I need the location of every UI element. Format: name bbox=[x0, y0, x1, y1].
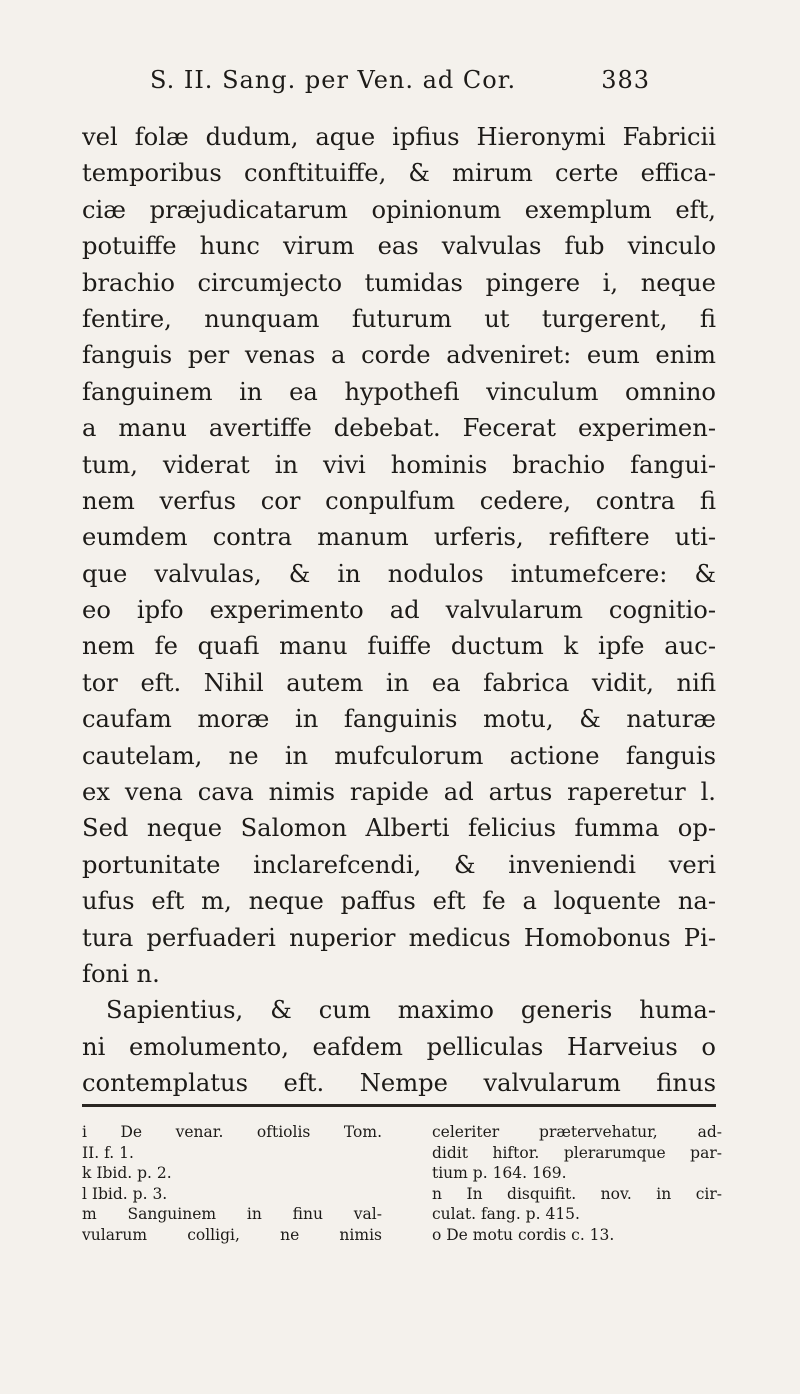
footnote-rule bbox=[82, 1104, 716, 1107]
text-line: fentire, nunquam futurum ut turgerent, fi bbox=[82, 304, 716, 333]
footnote-line: k Ibid. p. 2. bbox=[82, 1164, 172, 1182]
text-line: caufam moræ in fanguinis motu, & naturæ bbox=[82, 705, 716, 734]
text-line: Sapientius, & cum maximo generis huma- bbox=[106, 996, 716, 1025]
page-header bbox=[150, 66, 650, 106]
text-line: nem fe quafi manu fuiffe ductum k ipfe auc- bbox=[82, 632, 716, 661]
text-line: foni n. bbox=[82, 959, 160, 988]
footnote-line: o De motu cordis c. 13. bbox=[432, 1225, 615, 1244]
footnote-line: l Ibid. p. 3. bbox=[82, 1184, 168, 1203]
text-line: ex vena cava nimis rapide ad artus raperetur l. bbox=[82, 778, 716, 807]
text-line: ufus eft m, neque paffus eft fe a loquente na- bbox=[82, 887, 716, 916]
text-line: tor eft. Nihil autem in ea fabrica vidit, nifi bbox=[82, 668, 716, 697]
text-line: portunitate inclarefcendi, & inveniendi veri bbox=[82, 850, 716, 879]
footnote-line: n In disquifit. nov. in cir- bbox=[432, 1184, 722, 1203]
text-line: Sed neque Salomon Alberti felicius fumma op- bbox=[82, 814, 716, 843]
running-head: S. II. Sang. per Ven. ad Cor. bbox=[150, 66, 517, 94]
text-line: temporibus conftituiffe, & mirum certe effica- bbox=[82, 159, 716, 188]
footnote-line: tium p. 164. 169. bbox=[432, 1164, 567, 1182]
text-line: tura perfuaderi nuperior medicus Homobonus Pi- bbox=[82, 923, 716, 952]
text-line: nem verfus cor conpulfum cedere, contra fi bbox=[82, 486, 716, 515]
footnote-line: didit hiftor. plerarumque par- bbox=[432, 1143, 722, 1162]
text-line: tum, viderat in vivi hominis brachio fangui- bbox=[82, 450, 716, 479]
text-line: cautelam, ne in mufculorum actione fanguis bbox=[82, 741, 716, 770]
footnotes-right bbox=[432, 1122, 722, 1245]
text-line: contemplatus eft. Nempe valvularum finus bbox=[82, 1069, 716, 1098]
footnote-line: celeriter prætervehatur, ad- bbox=[432, 1123, 722, 1141]
text-line: eumdem contra manum urferis, refiftere uti- bbox=[82, 523, 716, 552]
text-line: a manu avertiffe debebat. Fecerat experimen- bbox=[82, 414, 716, 443]
footnote-line: II. f. 1. bbox=[82, 1143, 134, 1162]
footnote-line: culat. fang. p. 415. bbox=[432, 1205, 580, 1223]
text-line: fanguinem in ea hypothefi vinculum omnino bbox=[82, 377, 716, 406]
text-line: brachio circumjecto tumidas pingere i, neque bbox=[82, 268, 716, 297]
text-line: vel folæ dudum, aque ipfius Hieronymi Fabricii bbox=[82, 123, 716, 151]
text-line: ni emolumento, eafdem pelliculas Harveius o bbox=[82, 1032, 716, 1061]
text-line: que valvulas, & in nodulos intumefcere: & bbox=[82, 559, 716, 588]
footnotes-left bbox=[82, 1122, 382, 1245]
footnote-line: vularum colligi, ne nimis bbox=[82, 1225, 382, 1244]
footnote-line: i De venar. oftiolis Tom. bbox=[82, 1123, 382, 1141]
text-line: potuiffe hunc virum eas valvulas fub vinculo bbox=[82, 232, 716, 261]
page-number: 383 bbox=[601, 66, 650, 94]
text-line: fanguis per venas a corde adveniret: eum enim bbox=[82, 341, 716, 370]
text-line: ciæ præjudicatarum opinionum exemplum eft, bbox=[82, 195, 716, 224]
text-line: eo ipfo experimento ad valvularum cognitio- bbox=[82, 596, 716, 625]
footnote-line: m Sanguinem in finu val- bbox=[82, 1205, 382, 1223]
body-text bbox=[82, 119, 716, 1102]
